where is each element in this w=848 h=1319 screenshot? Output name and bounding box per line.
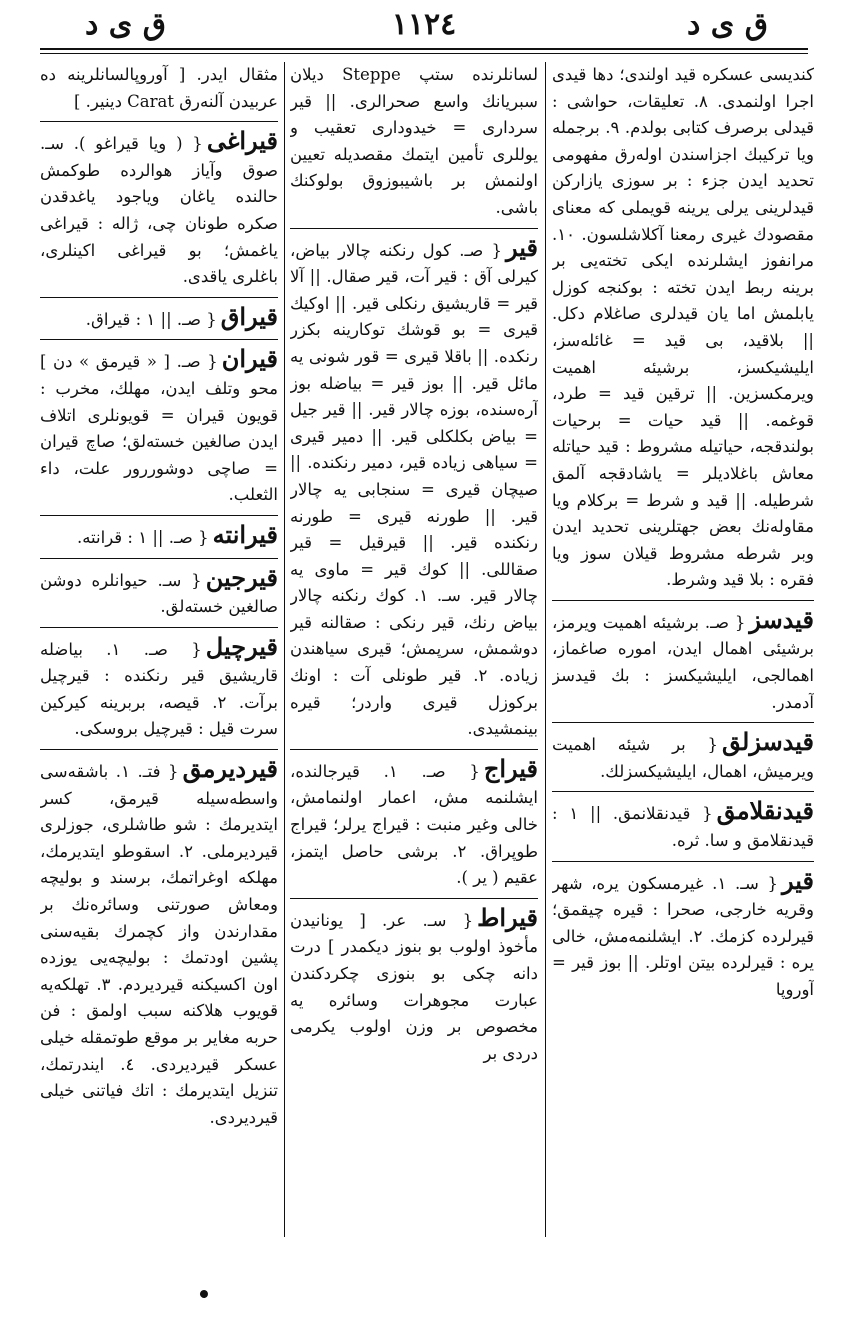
dictionary-entry — [552, 604, 814, 723]
entry-definition: { صـ. كول رنكنه چالار بياض، كيرلى آق : قير آت، قير صقال. || آلا قير = قاريشيق رنكلى قير. || اوكيك قيرى = بو قوشك توكارينه بكزر رنكده. || باقلا قيرى = قور شونى يه مائل قير. || بوز قير = بياضله بوز آره‌سنده، بوزه چالار قير. || قير جيل = بياض بكلكلى قير. || دمير قيرى = سياهى زياده قير، دمير رنكنده. || صيچان قيرى = سنجابى يه چالار قير. || طورنه قيرى = طورنه رنكنده قير. || قيرقيل = قير صقاللى. || كوك قير = ماوى يه چالار قير. سـ. ١. كوك رنكنه چالار بياض رنك، قير رنكى : صقالنه قير دوشمش، سرپمش؛ قيرى سياهندن زياده. ٢. قير طونلى آت : اونك بركوزل قيرى واردر؛ قيره بينمشيدى. — [290, 240, 538, 739]
entry-paragraph — [552, 729, 814, 785]
column-right — [552, 62, 814, 1247]
entry-headword: قيرجين — [205, 562, 278, 592]
dictionary-entry — [40, 62, 278, 122]
entry-definition: لسانلرنده ستپ Steppe ديلان سبريانك واسع صحرالرى. || قير سردارى = خيدودارى تعقيب و يوللرى تأمين ايتمك مقصديله تعيين اولنمش بر باشيبوزوق بولوكنك باشى. — [290, 65, 538, 217]
entry-paragraph — [40, 62, 278, 115]
entry-paragraph — [552, 865, 814, 1004]
dictionary-entry — [552, 729, 814, 792]
entry-definition: { بر شيئه اهميت ويرميش، اهمال، ايليشيكسزلك. — [552, 735, 814, 781]
entry-headword: قيدسزلق — [722, 727, 814, 757]
entry-definition: { سـ. عر. [ يونانيدن مأخوذ اولوب بو بنوز ديكمدر ] درت دانه چكى بو بنوزى چكردكندن عبارت مجوهرات وسائره يه مخصوص بر وزن اولوب يكرمى دردى بر — [290, 910, 538, 1063]
entry-paragraph — [290, 753, 538, 892]
column-divider-right — [545, 62, 546, 1237]
entry-definition: { صـ. برشيئه اهميت ويرمز، برشيئى اهمال ايدن، اموره صاغماز، اهمالجى، ايليشيكسز : بك قيدسز آدمدر. — [552, 612, 814, 712]
entry-paragraph — [40, 756, 278, 1131]
header-rule — [40, 48, 808, 50]
entry-paragraph — [40, 301, 278, 334]
entry-paragraph — [290, 902, 538, 1068]
entry-paragraph — [552, 604, 814, 716]
entry-definition: { صـ. || ١ : قيراق. — [85, 309, 217, 329]
entry-paragraph — [40, 562, 278, 621]
header-letters-left: ق ى د — [85, 7, 167, 42]
dictionary-entry — [290, 902, 538, 1074]
header-letters-right: ق ى د — [686, 7, 768, 42]
dictionary-entry — [40, 301, 278, 341]
entry-headword: قير — [782, 865, 814, 895]
dictionary-entry — [290, 232, 538, 750]
entry-definition: { سـ. ١. غيرمسكون يره، شهر وقريه خارجى، صحرا : قيره چيقمق؛ قيرلرده كزمك. ٢. ايشلنمه‌مش، خالى يره : قيرلرده بيتن اوتلر. || بوز قير = آوروپا — [552, 873, 814, 999]
entry-paragraph — [40, 631, 278, 743]
column-middle — [290, 62, 538, 1247]
dictionary-entry — [40, 519, 278, 559]
entry-headword: قيراط — [477, 902, 538, 932]
page-number: ١١٢٤ — [391, 7, 457, 42]
entry-definition: { فتـ. ١. باشقه‌سى واسطه‌سيله قيرمق، كسر ايتديرمك : شو طاشلرى، جوزلرى قيرديرملى. ٢. اسقوطو ايتديرمك، مهلكه اوغراتمك، برسند و بوليچه ومعاش صورتنى وسائره‌نك بر مقدارندن واز كچمرك بقيه‌سنى پشين اودتمك : بوليچه‌يى يوزده اون اكسيكنه قيرديردم. ٣. تهلكه‌يه قويوب هلاكنه سبب اولمق : فن حربه مغاير بر موقع طوتمقله خيلى عسكر قيرديردى. ٤. ايندرتمك، تنزيل ايتديرمك : اتك فياتنى خيلى قيرديردى. — [40, 762, 278, 1127]
entry-headword: قير — [506, 232, 538, 262]
ink-mark — [199, 1289, 210, 1300]
entry-definition: { قيدنقلانمق. || ١ : قيدنقلامق و سا. ثره. — [552, 804, 814, 851]
entry-headword: قيدسز — [749, 604, 814, 634]
entry-headword: قيراق — [220, 301, 278, 331]
text-columns — [0, 62, 848, 1247]
entry-definition: { سـ. حيوانلره دوشن صالغين خسته‌لق. — [40, 570, 278, 617]
entry-paragraph — [40, 346, 278, 509]
entry-headword: قيرانته — [212, 519, 278, 549]
entry-headword: قيرديرمق — [182, 754, 278, 784]
entry-paragraph — [290, 62, 538, 222]
entry-definition: { صـ. ١. قيرجالنده، ايشلنمه مش، اعمار اولنمامش، خالى وغير منبت : قيراج يرلر؛ قيراج طوپراق. ٢. برشى حاصل ايتمز، عقيم ( ير ). — [290, 761, 538, 888]
entry-headword: قيرچيل — [205, 631, 278, 661]
entry-headword: قيراغى — [206, 126, 278, 156]
entry-paragraph — [40, 519, 278, 552]
entry-paragraph — [552, 798, 814, 854]
header-rule-thin — [40, 53, 808, 54]
entry-paragraph — [40, 128, 278, 291]
entry-headword: قيراج — [483, 753, 538, 783]
entry-headword: قيران — [221, 344, 278, 374]
dictionary-entry — [552, 62, 814, 601]
dictionary-entry — [552, 865, 814, 1010]
entry-headword: قيدنقلامق — [716, 796, 814, 826]
dictionary-entry — [40, 562, 278, 628]
column-divider-left — [284, 62, 285, 1237]
dictionary-entry — [40, 756, 278, 1137]
dictionary-entry — [290, 753, 538, 899]
entry-definition: مثقال ايدر. [ آوروپالسانلرينه ده عربيدن آلنه‌رق Carat دينير. ] — [40, 65, 278, 111]
entry-paragraph — [290, 232, 538, 743]
dictionary-entry — [290, 62, 538, 229]
dictionary-entry — [40, 128, 278, 298]
dictionary-entry — [40, 631, 278, 750]
page-header — [40, 6, 808, 46]
entry-definition: { صـ. [ « قيرمق » دن ] محو وتلف ايدن، مهلك، مخرب : قويون قيران = قويونلرى اتلاف ايدن صالغين خسته‌لق؛ صاچ قيران = صاچى دوشوررور علت، داء الثعلب. — [40, 352, 278, 505]
dictionary-entry — [40, 346, 278, 516]
entry-definition: { ( ويا قيراغو ). سـ. صوق وآياز هوالرده طوكمش حالنده ياغان وياجود ياغدقدن صكره طونان چى، ژاله : قيراغى ياغمش؛ بو قيراغى اكينلرى، باغلرى ياقدى. — [40, 134, 278, 287]
dictionary-entry — [552, 798, 814, 861]
entry-paragraph — [552, 62, 814, 594]
column-left — [40, 62, 278, 1247]
entry-definition: { صـ. || ١ : قرانته. — [76, 527, 209, 547]
entry-definition: { صـ. ١. بياضله قاريشيق قير رنكنده : قيرچيل برآت. ٢. قيصه، بربرينه كيركين سرت قيل : قيرچيل بروسكى. — [40, 639, 278, 739]
entry-definition: كنديسى عسكره قيد اولندى؛ دها قيدى اجرا اولنمدى. ٨. تعليقات، حواشى : قيدلى برصرف كتابى بولدم. ٩. برجمله ويا تركيبك اجزاسندن اوله‌رق مفهومى تحديد ايدن جزء : بر سوزى يازاركن قيدلرينى يرلى يرينه قويملى كه معناى مقصودك غيرى رمعنا آكلاشلسون. ١٠. مرانفوز ايشلرنده ايكى تخته‌يى بر برينه ربط ايدن تخته : بوكنجه كوزل يابلمش اما يان قيدلرى صاغلام دكل. || بلاقيد، بى قيد = غائله‌سز، ايليشيكسز، برشيئه اهميت ويرمكسزين. || ترقين قيد = طرد، قوغمه. || قيد حيات = برحيات بولندقجه، حياتيله مشروط : قيد حياتله معاش باغلاديلر = ياشادقجه آلمق شرطيله. || قيد و شرط = بركلام ويا مقاوله‌نك بعض جهتلرينى تحديد ايدن وبر شرطه مشروط قيلان سوز ويا فقره : بلا قيد وشرط. — [552, 65, 814, 590]
